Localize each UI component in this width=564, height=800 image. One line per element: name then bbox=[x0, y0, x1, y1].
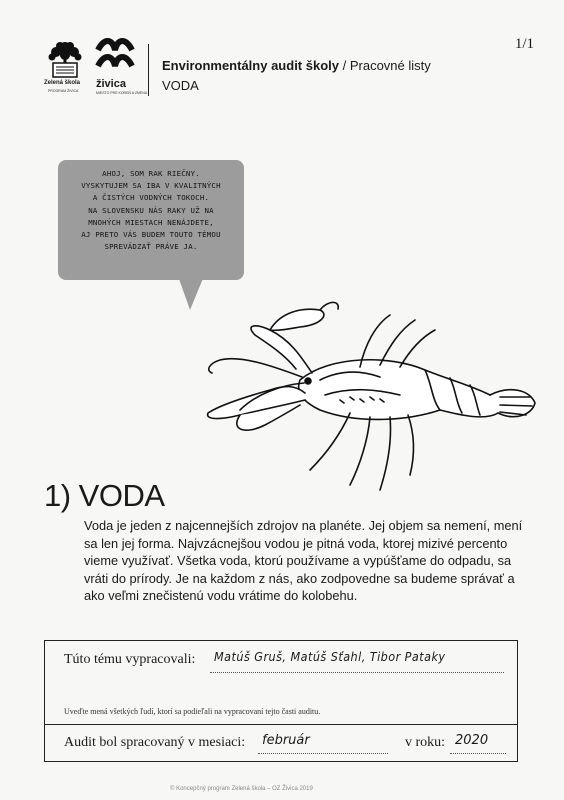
year-field[interactable]: 2020 bbox=[455, 733, 489, 748]
bubble-line: MNOHÝCH MIESTACH NENÁJDETE, bbox=[88, 217, 214, 227]
year-label: v roku: bbox=[405, 735, 446, 750]
bubble-line: A ČISTÝCH VODNÝCH TOKOCH. bbox=[92, 193, 210, 203]
prepared-by-label: Túto tému vypracovali: bbox=[64, 652, 196, 667]
header-title bbox=[162, 58, 431, 73]
header-divider bbox=[148, 44, 149, 96]
header-title-rest: Pracovné listy bbox=[349, 58, 431, 73]
form-row-divider bbox=[44, 724, 518, 725]
zelena-skola-sub: PROGRAM ŽIVICA bbox=[48, 89, 79, 93]
zivica-logo bbox=[94, 38, 148, 98]
bubble-line: NA SLOVENSKU NÁS RAKY UŽ NA bbox=[88, 205, 214, 215]
section-body: Voda je jeden z najcennejších zdrojov na planéte. Jej objem sa nemení, mení sa len jej forma. Najvzácnejšou vodou je pitná voda, ktorej mizivé percento vieme využívať. Všetka voda, ktorú používame a vypúšťame do odpadu, sa vráti do prírody. Je na každom z nás, ako zodpovedne sa budeme správať a ako veľmi znečistenú vodu vrátime do kolobehu. bbox=[84, 518, 523, 604]
bubble-line: SPREVÁDZAŤ PRÁVE JA. bbox=[104, 242, 198, 252]
header-topic: VODA bbox=[162, 78, 199, 93]
bubble-line: AHOJ, SOM RAK RIEČNY. bbox=[102, 169, 200, 178]
year-line bbox=[450, 753, 506, 755]
prepared-by-line bbox=[210, 672, 504, 674]
tree-icon bbox=[44, 38, 86, 80]
month-line bbox=[258, 753, 388, 755]
month-field[interactable]: február bbox=[262, 733, 310, 748]
header-title-bold: Environmentálny audit školy bbox=[162, 58, 339, 73]
zivica-name: živica bbox=[96, 78, 126, 90]
header-title-separator: / bbox=[339, 58, 350, 73]
section-heading: 1) VODA bbox=[44, 478, 165, 513]
zelena-skola-name: Zelená škola bbox=[44, 80, 81, 86]
crayfish-illustration bbox=[200, 285, 540, 500]
zivica-waves-icon bbox=[94, 38, 136, 76]
bubble-line: AJ PRETO VÁS BUDEM TOUTO TÉMOU bbox=[81, 230, 221, 240]
zelena-skola-logo bbox=[44, 38, 86, 98]
footer-text: © Koncepčný program Zelená škola – OZ Živica 2019 bbox=[170, 786, 313, 792]
zivica-sub: MIESTO PRE KOREŇ A ZMENU bbox=[96, 91, 148, 95]
prepared-by-field[interactable]: Matúš Gruš, Matúš Sťahl, Tibor Pataky bbox=[214, 649, 446, 664]
month-label: Audit bol spracovaný v mesiaci: bbox=[64, 735, 246, 750]
logo-group bbox=[44, 38, 148, 98]
instruction-note: Uveďte mená všetkých ľudí, ktorí sa podieľali na vypracovaní tejto časti auditu. bbox=[64, 707, 321, 716]
speech-bubble-text bbox=[64, 168, 238, 253]
bubble-line: VYSKYTUJEM SA IBA V KVALITNÝCH bbox=[81, 181, 221, 191]
page-number: 1/1 bbox=[514, 36, 534, 52]
